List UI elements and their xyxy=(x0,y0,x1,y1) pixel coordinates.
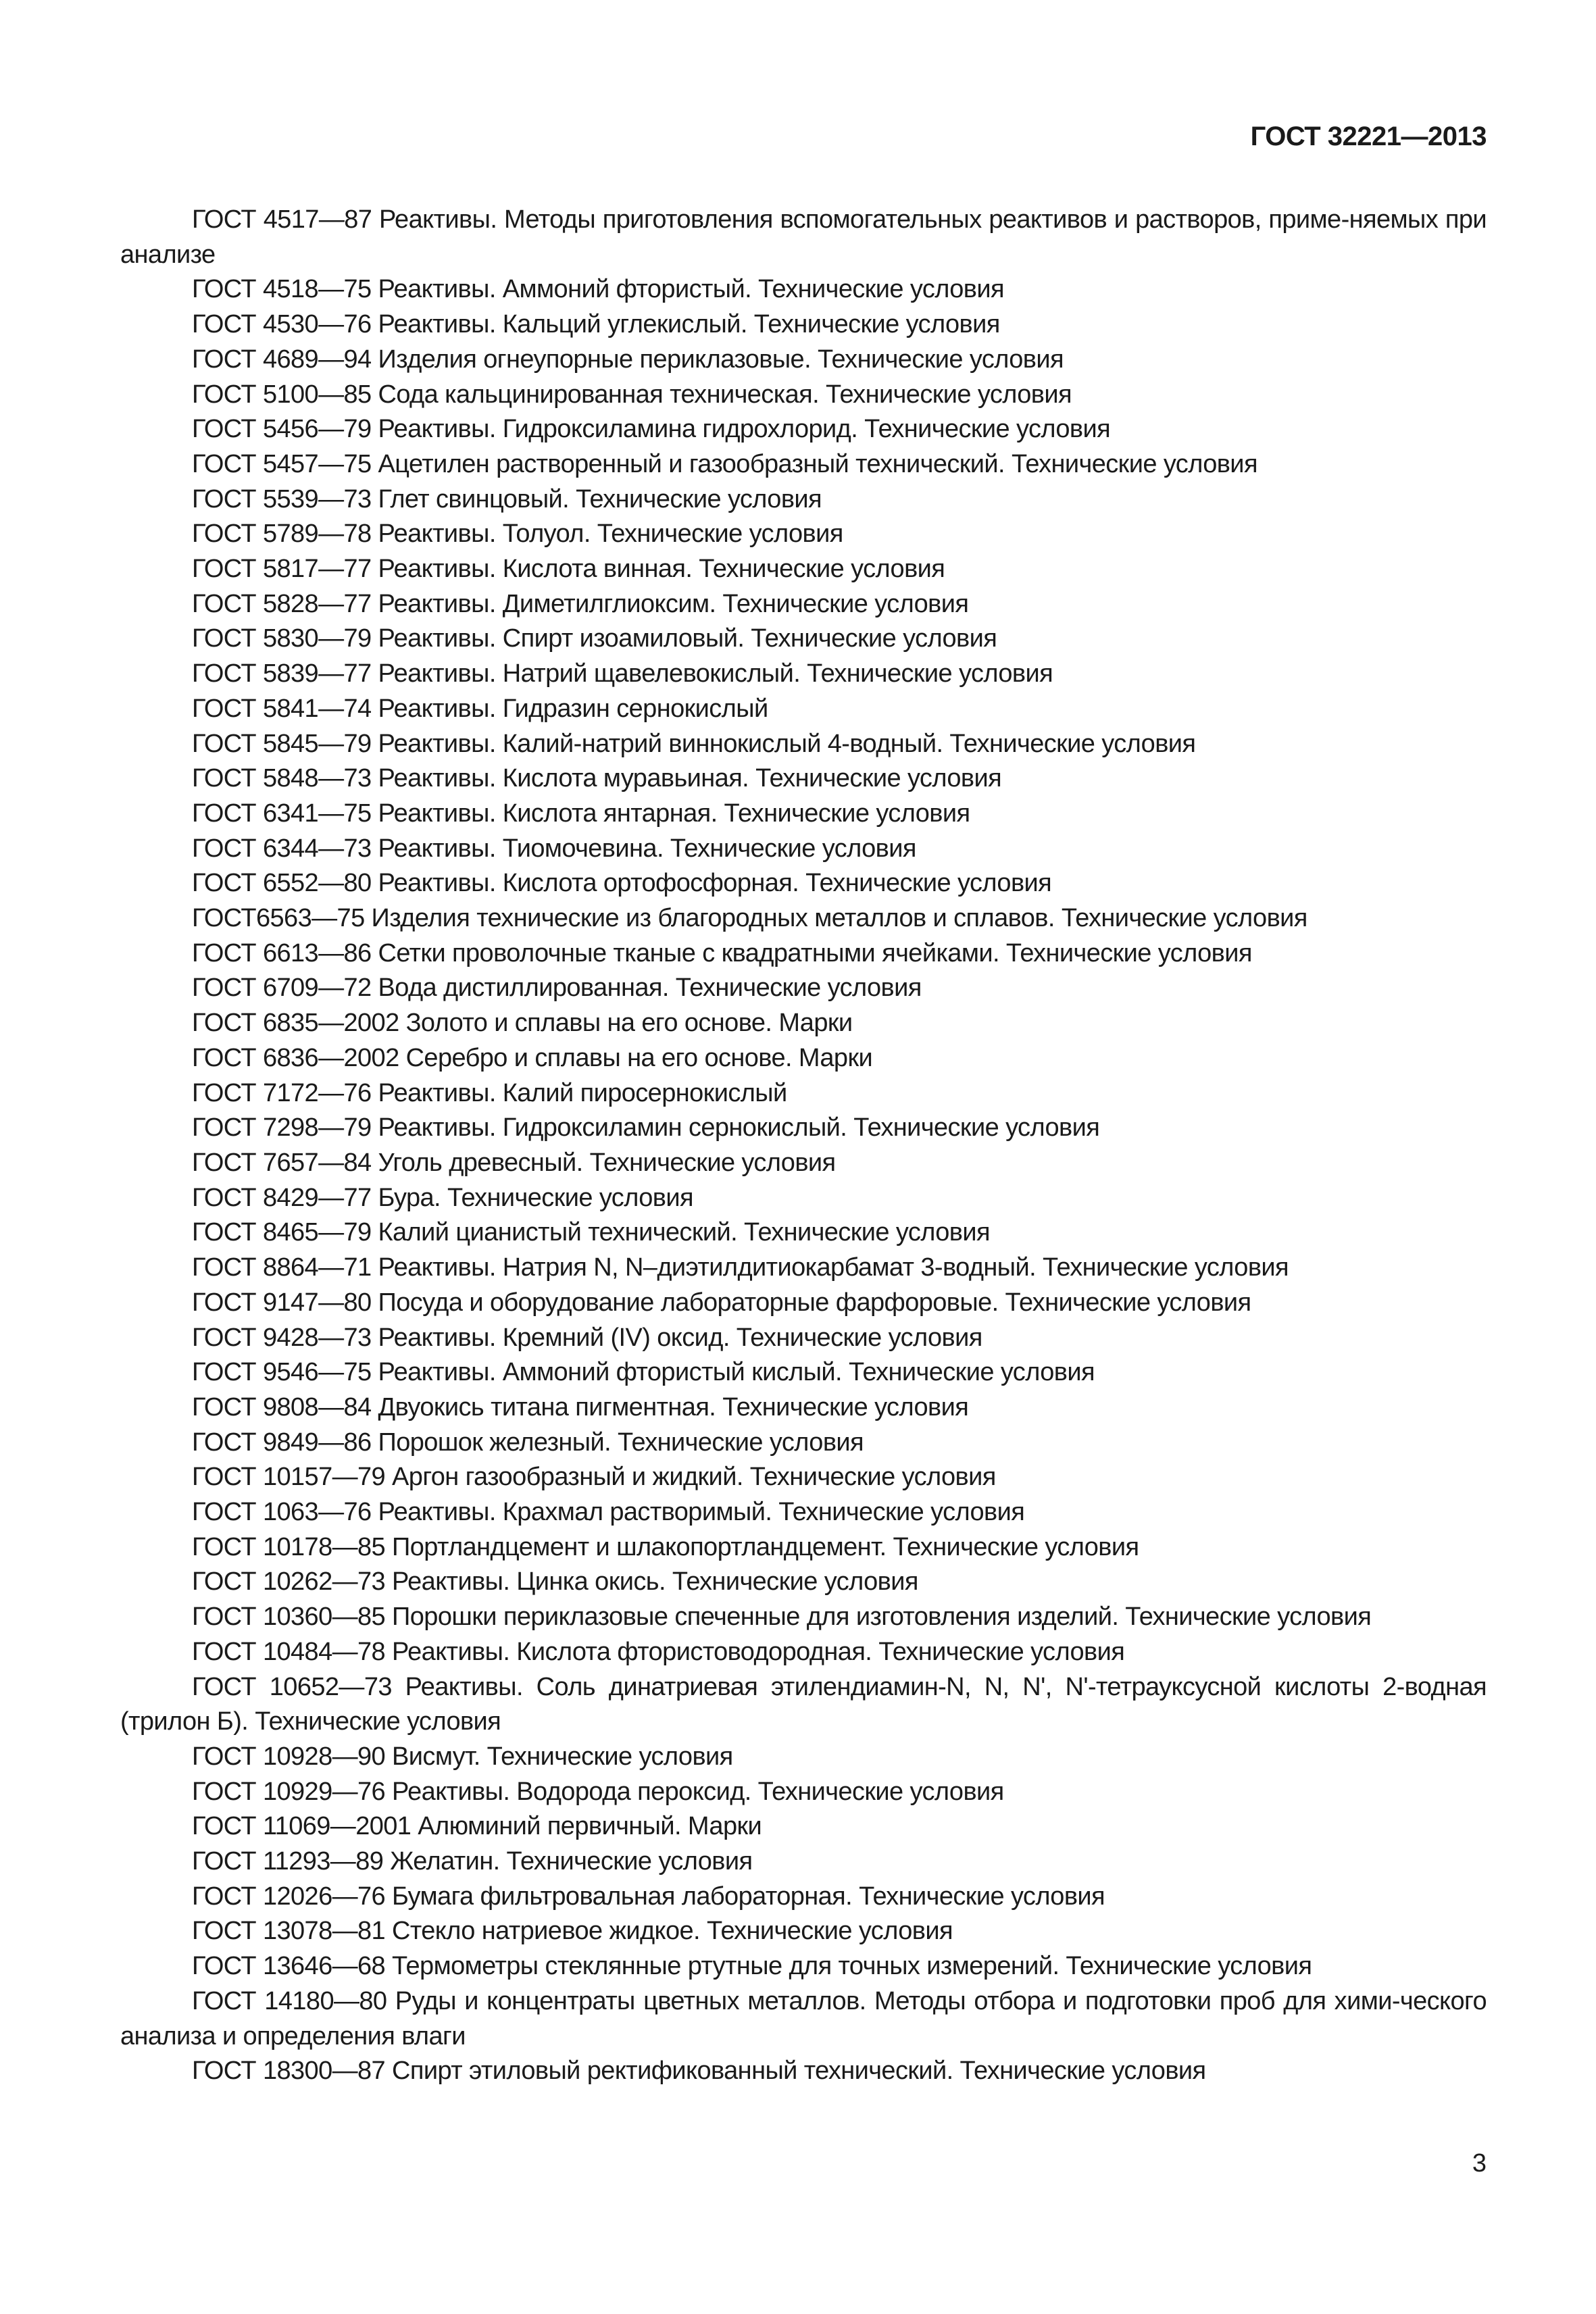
reference-entry: ГОСТ 7298—79 Реактивы. Гидроксиламин сернокислый. Технические условия xyxy=(192,1113,1100,1142)
reference-entry: ГОСТ 13646—68 Термометры стеклянные ртутные для точных измерений. Технические условия xyxy=(192,1952,1312,1981)
reference-entry: ГОСТ 10157—79 Аргон газообразный и жидкий. Технические условия xyxy=(192,1463,996,1492)
reference-entry: ГОСТ 10929—76 Реактивы. Водорода пероксид. Технические условия xyxy=(192,1777,1004,1806)
document-header xyxy=(1251,122,1487,152)
reference-entry: ГОСТ 6613—86 Сетки проволочные тканые с квадратными ячейками. Технические условия xyxy=(192,938,1252,967)
reference-entry: ГОСТ 11293—89 Желатин. Технические условия xyxy=(192,1847,753,1876)
reference-entry: ГОСТ 8429—77 Бура. Технические условия xyxy=(192,1183,693,1212)
reference-entry: ГОСТ 10360—85 Порошки периклазовые спеченные для изготовления изделий. Технические условия xyxy=(192,1603,1372,1632)
reference-entry: ГОСТ 5848—73 Реактивы. Кислота муравьиная. Технические условия xyxy=(192,764,1002,793)
reference-entry: ГОСТ 18300—87 Спирт этиловый ректификованный технический. Технические условия xyxy=(192,2057,1206,2086)
reference-entry: ГОСТ 9147—80 Посуда и оборудование лабораторные фарфоровые. Технические условия xyxy=(192,1288,1251,1317)
reference-entry: ГОСТ 9849—86 Порошок железный. Технические условия xyxy=(192,1428,864,1457)
reference-entry: ГОСТ 6709—72 Вода дистиллированная. Технические условия xyxy=(192,974,922,1003)
reference-entry: ГОСТ 10652—73 Реактивы. Соль динатриевая этилендиамин-N, N, N', N'-тетрауксусной кислоты 2-водная (трилон Б). Технические условия xyxy=(120,1672,1487,1736)
reference-entry: ГОСТ 7172—76 Реактивы. Калий пиросернокислый xyxy=(192,1078,787,1107)
reference-entry: ГОСТ 6344—73 Реактивы. Тиомочевина. Технические условия xyxy=(192,834,916,863)
reference-entry: ГОСТ 14180—80 Руды и концентраты цветных металлов. Методы отбора и подготовки проб для хими-ческого анализа и определения влаги xyxy=(120,1986,1487,2051)
reference-entry: ГОСТ 7657—84 Уголь древесный. Технические условия xyxy=(192,1148,836,1177)
reference-entry: ГОСТ 8465—79 Калий цианистый технический. Технические условия xyxy=(192,1218,990,1247)
reference-entry: ГОСТ 9546—75 Реактивы. Аммоний фтористый кислый. Технические условия xyxy=(192,1358,1095,1387)
reference-entry: ГОСТ 10262—73 Реактивы. Цинка окись. Технические условия xyxy=(192,1567,918,1596)
reference-entry: ГОСТ 10484—78 Реактивы. Кислота фтористоводородная. Технические условия xyxy=(192,1637,1125,1666)
standard-number: ГОСТ 32221—2013 xyxy=(1250,122,1487,151)
reference-entry: ГОСТ 5845—79 Реактивы. Калий-натрий виннокислый 4-водный. Технические условия xyxy=(192,729,1196,758)
reference-entry: ГОСТ 4530—76 Реактивы. Кальций углекислый. Технические условия xyxy=(192,310,1000,339)
reference-entry: ГОСТ 5456—79 Реактивы. Гидроксиламина гидрохлорид. Технические условия xyxy=(192,415,1111,444)
reference-entry: ГОСТ 1063—76 Реактивы. Крахмал растворимый. Технические условия xyxy=(192,1498,1025,1527)
reference-entry: ГОСТ 6552—80 Реактивы. Кислота ортофосфорная. Технические условия xyxy=(192,869,1052,898)
reference-entry: ГОСТ 11069—2001 Алюминий первичный. Марки xyxy=(192,1812,762,1841)
reference-entry: ГОСТ6563—75 Изделия технические из благородных металлов и сплавов. Технические условия xyxy=(192,904,1307,933)
reference-entry: ГОСТ 6835—2002 Золото и сплавы на его основе. Марки xyxy=(192,1009,853,1038)
reference-entry: ГОСТ 10928—90 Висмут. Технические условия xyxy=(192,1742,733,1771)
reference-entry: ГОСТ 5841—74 Реактивы. Гидразин сернокислый xyxy=(192,694,768,723)
reference-entry: ГОСТ 5539—73 Глет свинцовый. Технические условия xyxy=(192,484,822,513)
reference-entry: ГОСТ 5817—77 Реактивы. Кислота винная. Технические условия xyxy=(192,555,945,584)
reference-entry: ГОСТ 5789—78 Реактивы. Толуол. Технические условия xyxy=(192,520,843,549)
reference-entry: ГОСТ 6836—2002 Серебро и сплавы на его основе. Марки xyxy=(192,1043,873,1072)
reference-entry: ГОСТ 4689—94 Изделия огнеупорные периклазовые. Технические условия xyxy=(192,345,1064,374)
normative-references-list xyxy=(120,203,1487,2089)
reference-entry: ГОСТ 9428—73 Реактивы. Кремний (IV) оксид. Технические условия xyxy=(192,1323,982,1352)
reference-entry: ГОСТ 5830—79 Реактивы. Спирт изоамиловый. Технические условия xyxy=(192,624,997,653)
reference-entry: ГОСТ 6341—75 Реактивы. Кислота янтарная. Технические условия xyxy=(192,799,970,828)
reference-entry: ГОСТ 13078—81 Стекло натриевое жидкое. Технические условия xyxy=(192,1917,953,1946)
reference-entry: ГОСТ 4518—75 Реактивы. Аммоний фтористый. Технические условия xyxy=(192,275,1005,304)
reference-entry: ГОСТ 12026—76 Бумага фильтровальная лабораторная. Технические условия xyxy=(192,1882,1105,1911)
reference-entry: ГОСТ 5100—85 Сода кальцинированная техническая. Технические условия xyxy=(192,380,1072,409)
reference-entry: ГОСТ 5828—77 Реактивы. Диметилглиоксим. Технические условия xyxy=(192,589,969,618)
page-number: 3 xyxy=(1472,2149,1487,2178)
reference-entry: ГОСТ 5457—75 Ацетилен растворенный и газообразный технический. Технические условия xyxy=(192,449,1257,478)
reference-entry: ГОСТ 9808—84 Двуокись титана пигментная. Технические условия xyxy=(192,1392,969,1422)
reference-entry: ГОСТ 8864—71 Реактивы. Натрия N, N–диэтилдитиокарбамат 3-водный. Технические условия xyxy=(192,1253,1289,1282)
reference-entry: ГОСТ 10178—85 Портландцемент и шлакопортландцемент. Технические условия xyxy=(192,1532,1139,1561)
reference-entry: ГОСТ 5839—77 Реактивы. Натрий щавелевокислый. Технические условия xyxy=(192,659,1053,688)
reference-entry: ГОСТ 4517—87 Реактивы. Методы приготовления вспомогательных реактивов и растворов, приме-няемых при анализе xyxy=(120,205,1487,269)
